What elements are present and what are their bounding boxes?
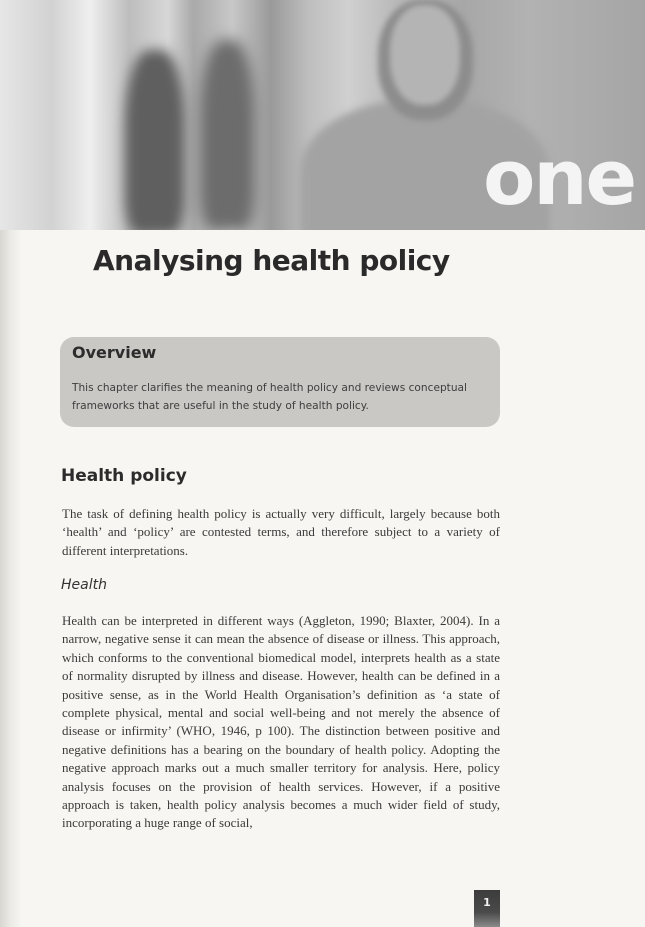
blurred-figure [125,50,185,230]
overview-heading: Overview [72,343,157,362]
blurred-figure [200,40,255,230]
chapter-title: Analysing health policy [93,244,450,277]
chapter-number: one [483,133,635,222]
overview-text: This chapter clarifies the meaning of health policy and reviews conceptual frameworks that are useful in the study of health policy. [72,382,467,412]
section-heading-health-policy: Health policy [61,466,187,486]
body-paragraph: The task of defining health policy is actually very difficult, largely because both ‘health’ and ‘policy’ are contested terms, and therefore subject to a variety of different interpretations. [62,506,500,558]
chapter-banner-image [0,0,645,230]
page-number: 1 [474,890,500,927]
subsection-heading-health: Health [61,577,107,593]
body-paragraph: Health can be interpreted in different ways (Aggleton, 1990; Blaxter, 2004). In a narrow, negative sense it can mean the absence of disease or illness. This approach, which conforms to the conventional biomedical model, interprets health as a state of normality disrupted by illness and disease. However, health can be defined in a positive sense, as in the World Health Organisation’s definition as ‘a state of complete physical, mental and social well-being and not merely the absence of disease or infirmity’ (WHO, 1946, p 100). The distinction between positive and negative definitions has a bearing on the boundary of health policy. Adopting the negative approach marks out a much smaller territory for analysis. Here, policy analysis focuses on the provision of health services. However, if a positive approach is taken, health policy analysis becomes a much wider field of study, incorporating a huge range of social, [62,613,500,831]
overview-box [60,337,500,427]
nurse-face [390,5,460,105]
